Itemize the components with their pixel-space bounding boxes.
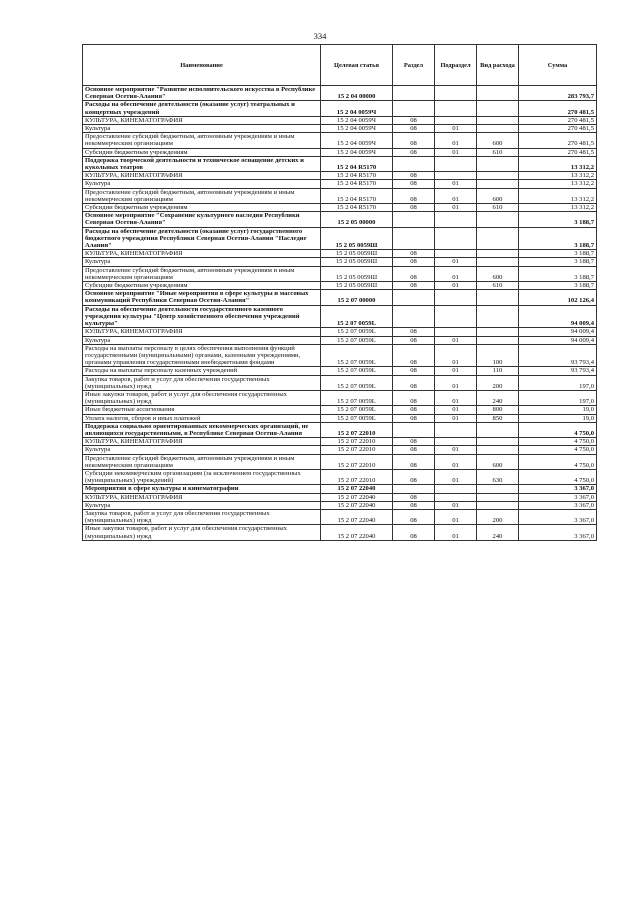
table-row xyxy=(83,375,597,390)
cell-section: 08 xyxy=(393,266,435,281)
table-row xyxy=(83,156,597,171)
cell-section: 08 xyxy=(393,454,435,469)
cell-name: Основное мероприятие "Иные мероприятия в сфере культуры и массовых коммуникаций Республики Северная Осетия-Алания" xyxy=(83,290,321,305)
cell-target-article: 15 2 07 00000 xyxy=(321,290,393,305)
cell-subsection xyxy=(435,156,477,171)
cell-name: Расходы на выплаты персоналу в целях обеспечения выполнения функций государственными (муниципальными) органами, казенными учреждениями, органами управления государственными внебюджетными фондами xyxy=(83,344,321,367)
cell-expense-kind: 240 xyxy=(477,390,519,405)
cell-name: Расходы на обеспечение деятельности государственного казенного учреждения культуры "Центр хозяйственного обеспечения учреждений культуры" xyxy=(83,305,321,328)
table-row xyxy=(83,148,597,156)
cell-section: 08 xyxy=(393,446,435,454)
cell-name: Культура xyxy=(83,336,321,344)
cell-expense-kind xyxy=(477,250,519,258)
cell-expense-kind xyxy=(477,438,519,446)
cell-name: КУЛЬТУРА, КИНЕМАТОГРАФИЯ xyxy=(83,328,321,336)
cell-sum: 270 481,5 xyxy=(519,133,597,148)
table-row xyxy=(83,406,597,414)
cell-expense-kind xyxy=(477,125,519,133)
cell-section: 08 xyxy=(393,367,435,375)
cell-sum: 270 481,5 xyxy=(519,116,597,124)
cell-target-article: 15 2 07 0059L xyxy=(321,406,393,414)
cell-expense-kind: 850 xyxy=(477,414,519,422)
cell-section: 08 xyxy=(393,148,435,156)
cell-subsection: 01 xyxy=(435,509,477,524)
cell-name: КУЛЬТУРА, КИНЕМАТОГРАФИЯ xyxy=(83,172,321,180)
cell-target-article: 15 2 05 0059Ш xyxy=(321,227,393,250)
cell-sum: 4 750,0 xyxy=(519,469,597,484)
cell-subsection: 01 xyxy=(435,414,477,422)
table-row xyxy=(83,116,597,124)
cell-target-article: 15 2 07 0059L xyxy=(321,414,393,422)
cell-name: КУЛЬТУРА, КИНЕМАТОГРАФИЯ xyxy=(83,438,321,446)
cell-sum: 3 367,0 xyxy=(519,501,597,509)
cell-subsection xyxy=(435,86,477,101)
cell-target-article: 15 2 07 22010 xyxy=(321,422,393,437)
cell-target-article: 15 2 04 0059Ч xyxy=(321,101,393,116)
cell-section: 08 xyxy=(393,116,435,124)
table-row xyxy=(83,328,597,336)
cell-sum: 3 188,7 xyxy=(519,282,597,290)
cell-section: 08 xyxy=(393,180,435,188)
cell-section: 08 xyxy=(393,525,435,540)
cell-sum: 3 367,0 xyxy=(519,485,597,493)
cell-sum: 102 126,4 xyxy=(519,290,597,305)
cell-expense-kind xyxy=(477,172,519,180)
cell-subsection: 01 xyxy=(435,148,477,156)
cell-name: Предоставление субсидий бюджетным, автономным учреждениям и иным некоммерческим организациям xyxy=(83,133,321,148)
cell-subsection xyxy=(435,305,477,328)
table-row xyxy=(83,367,597,375)
cell-sum: 4 750,0 xyxy=(519,438,597,446)
cell-target-article: 15 2 07 0059L xyxy=(321,375,393,390)
cell-sum: 3 367,0 xyxy=(519,509,597,524)
cell-target-article: 15 2 07 22010 xyxy=(321,438,393,446)
cell-section: 08 xyxy=(393,282,435,290)
cell-expense-kind: 610 xyxy=(477,282,519,290)
cell-expense-kind xyxy=(477,101,519,116)
cell-target-article: 15 2 04 0059Ч xyxy=(321,148,393,156)
cell-target-article: 15 2 07 22040 xyxy=(321,493,393,501)
cell-sum: 13 312,2 xyxy=(519,180,597,188)
cell-section: 08 xyxy=(393,390,435,405)
page-number: 334 xyxy=(313,31,327,41)
cell-subsection: 01 xyxy=(435,390,477,405)
table-header-row xyxy=(83,45,597,86)
cell-target-article: 15 2 05 0059Ш xyxy=(321,258,393,266)
cell-expense-kind: 800 xyxy=(477,406,519,414)
cell-name: Расходы на обеспечение деятельности (оказание услуг) театральных и концертных учреждений xyxy=(83,101,321,116)
cell-expense-kind: 600 xyxy=(477,133,519,148)
cell-section: 08 xyxy=(393,188,435,203)
cell-section xyxy=(393,485,435,493)
cell-subsection: 01 xyxy=(435,375,477,390)
cell-expense-kind xyxy=(477,212,519,227)
cell-sum: 197,0 xyxy=(519,375,597,390)
table-row xyxy=(83,227,597,250)
cell-sum: 3 188,7 xyxy=(519,266,597,281)
cell-target-article: 15 2 07 0059L xyxy=(321,390,393,405)
cell-section: 08 xyxy=(393,125,435,133)
cell-target-article: 15 2 07 22040 xyxy=(321,485,393,493)
cell-subsection: 01 xyxy=(435,266,477,281)
cell-expense-kind xyxy=(477,446,519,454)
cell-name: Субсидии бюджетным учреждениям xyxy=(83,282,321,290)
cell-subsection: 01 xyxy=(435,188,477,203)
cell-section xyxy=(393,305,435,328)
cell-subsection xyxy=(435,485,477,493)
cell-expense-kind xyxy=(477,501,519,509)
cell-subsection: 01 xyxy=(435,406,477,414)
cell-name: Предоставление субсидий бюджетным, автономным учреждениям и иным некоммерческим организациям xyxy=(83,266,321,281)
cell-name: Субсидии бюджетным учреждениям xyxy=(83,148,321,156)
cell-subsection xyxy=(435,438,477,446)
cell-subsection xyxy=(435,116,477,124)
cell-sum: 270 481,5 xyxy=(519,101,597,116)
cell-sum: 270 481,5 xyxy=(519,148,597,156)
cell-target-article: 15 2 04 R5170 xyxy=(321,180,393,188)
cell-target-article: 15 2 04 00000 xyxy=(321,86,393,101)
cell-expense-kind xyxy=(477,258,519,266)
cell-sum: 3 188,7 xyxy=(519,250,597,258)
cell-expense-kind xyxy=(477,305,519,328)
cell-subsection: 01 xyxy=(435,180,477,188)
cell-sum: 13 312,2 xyxy=(519,188,597,203)
cell-expense-kind xyxy=(477,227,519,250)
cell-name: КУЛЬТУРА, КИНЕМАТОГРАФИЯ xyxy=(83,250,321,258)
cell-subsection xyxy=(435,250,477,258)
cell-section: 08 xyxy=(393,406,435,414)
cell-subsection: 01 xyxy=(435,454,477,469)
table-row xyxy=(83,438,597,446)
table-row xyxy=(83,336,597,344)
table-row xyxy=(83,446,597,454)
cell-subsection xyxy=(435,227,477,250)
cell-sum: 93 793,4 xyxy=(519,367,597,375)
cell-expense-kind: 200 xyxy=(477,375,519,390)
table-body xyxy=(83,86,597,541)
cell-section: 08 xyxy=(393,469,435,484)
table-row xyxy=(83,212,597,227)
cell-expense-kind xyxy=(477,116,519,124)
cell-section: 08 xyxy=(393,344,435,367)
table-row xyxy=(83,125,597,133)
budget-table xyxy=(82,44,597,541)
cell-target-article: 15 2 07 0059L xyxy=(321,336,393,344)
cell-section: 08 xyxy=(393,509,435,524)
cell-subsection: 01 xyxy=(435,336,477,344)
cell-name: КУЛЬТУРА, КИНЕМАТОГРАФИЯ xyxy=(83,116,321,124)
cell-subsection: 01 xyxy=(435,469,477,484)
cell-name: Культура xyxy=(83,125,321,133)
cell-target-article: 15 2 04 0059Ч xyxy=(321,125,393,133)
cell-expense-kind xyxy=(477,485,519,493)
cell-subsection: 01 xyxy=(435,204,477,212)
cell-expense-kind: 610 xyxy=(477,148,519,156)
cell-subsection: 01 xyxy=(435,258,477,266)
table-row xyxy=(83,188,597,203)
cell-sum: 19,0 xyxy=(519,406,597,414)
cell-name: Культура xyxy=(83,258,321,266)
cell-section: 08 xyxy=(393,133,435,148)
cell-sum: 4 750,0 xyxy=(519,454,597,469)
cell-name: Иные закупки товаров, работ и услуг для обеспечения государственных (муниципальных) нужд xyxy=(83,525,321,540)
cell-section xyxy=(393,156,435,171)
cell-target-article: 15 2 07 22040 xyxy=(321,525,393,540)
cell-expense-kind: 630 xyxy=(477,469,519,484)
cell-expense-kind xyxy=(477,180,519,188)
cell-sum: 3 188,7 xyxy=(519,212,597,227)
cell-expense-kind: 600 xyxy=(477,454,519,469)
cell-target-article: 15 2 04 R5170 xyxy=(321,204,393,212)
cell-sum: 13 312,2 xyxy=(519,172,597,180)
cell-expense-kind: 200 xyxy=(477,509,519,524)
table-row xyxy=(83,454,597,469)
cell-section: 08 xyxy=(393,336,435,344)
cell-expense-kind: 100 xyxy=(477,344,519,367)
cell-expense-kind xyxy=(477,493,519,501)
table-row xyxy=(83,290,597,305)
cell-sum: 3 367,0 xyxy=(519,493,597,501)
table-row xyxy=(83,344,597,367)
cell-sum: 13 312,2 xyxy=(519,156,597,171)
cell-subsection xyxy=(435,101,477,116)
table-row xyxy=(83,204,597,212)
cell-subsection: 01 xyxy=(435,133,477,148)
table-row xyxy=(83,414,597,422)
header-sum: Сумма xyxy=(519,45,597,86)
cell-section: 08 xyxy=(393,250,435,258)
cell-sum: 94 009,4 xyxy=(519,328,597,336)
cell-name: Мероприятия в сфере культуры и кинематографии xyxy=(83,485,321,493)
cell-expense-kind xyxy=(477,328,519,336)
cell-name: Культура xyxy=(83,180,321,188)
cell-section xyxy=(393,227,435,250)
cell-name: КУЛЬТУРА, КИНЕМАТОГРАФИЯ xyxy=(83,493,321,501)
cell-sum: 19,0 xyxy=(519,414,597,422)
cell-expense-kind xyxy=(477,422,519,437)
cell-name: Расходы на выплаты персоналу казенных учреждений xyxy=(83,367,321,375)
table-row xyxy=(83,266,597,281)
table-row xyxy=(83,509,597,524)
cell-target-article: 15 2 07 0059L xyxy=(321,344,393,367)
cell-target-article: 15 2 07 22040 xyxy=(321,509,393,524)
cell-sum: 13 312,2 xyxy=(519,204,597,212)
cell-expense-kind: 600 xyxy=(477,188,519,203)
cell-target-article: 15 2 07 22010 xyxy=(321,454,393,469)
cell-target-article: 15 2 05 0059Ш xyxy=(321,282,393,290)
cell-section xyxy=(393,212,435,227)
cell-name: Уплата налогов, сборов и иных платежей xyxy=(83,414,321,422)
cell-name: Основное мероприятие "Сохранение культурного наследия Республики Северная Осетия-Алания" xyxy=(83,212,321,227)
cell-subsection: 01 xyxy=(435,367,477,375)
cell-target-article: 15 2 04 R5170 xyxy=(321,156,393,171)
table-row xyxy=(83,525,597,540)
cell-section: 08 xyxy=(393,501,435,509)
cell-name: Иные закупки товаров, работ и услуг для обеспечения государственных (муниципальных) нужд xyxy=(83,390,321,405)
cell-section: 08 xyxy=(393,493,435,501)
cell-expense-kind xyxy=(477,290,519,305)
table-row xyxy=(83,180,597,188)
cell-name: Культура xyxy=(83,446,321,454)
cell-section xyxy=(393,101,435,116)
cell-sum: 3 367,0 xyxy=(519,525,597,540)
table-row xyxy=(83,501,597,509)
cell-subsection: 01 xyxy=(435,125,477,133)
cell-sum: 93 793,4 xyxy=(519,344,597,367)
cell-section xyxy=(393,290,435,305)
cell-sum: 270 481,5 xyxy=(519,125,597,133)
cell-subsection: 01 xyxy=(435,344,477,367)
cell-expense-kind: 110 xyxy=(477,367,519,375)
table-row xyxy=(83,133,597,148)
cell-name: Поддержка творческой деятельности и техническое оснащение детских и кукольных театров xyxy=(83,156,321,171)
cell-target-article: 15 2 04 0059Ч xyxy=(321,133,393,148)
cell-section: 08 xyxy=(393,258,435,266)
cell-section xyxy=(393,86,435,101)
cell-sum: 94 009,4 xyxy=(519,336,597,344)
table-row xyxy=(83,485,597,493)
cell-sum: 4 750,0 xyxy=(519,446,597,454)
cell-target-article: 15 2 07 0059L xyxy=(321,367,393,375)
cell-subsection xyxy=(435,328,477,336)
cell-sum: 3 188,7 xyxy=(519,227,597,250)
table-row xyxy=(83,390,597,405)
cell-target-article: 15 2 07 22040 xyxy=(321,501,393,509)
cell-target-article: 15 2 07 22010 xyxy=(321,469,393,484)
cell-section: 08 xyxy=(393,328,435,336)
cell-target-article: 15 2 05 0059Ш xyxy=(321,250,393,258)
cell-name: Культура xyxy=(83,501,321,509)
cell-name: Закупка товаров, работ и услуг для обеспечения государственных (муниципальных) нужд xyxy=(83,375,321,390)
cell-expense-kind: 610 xyxy=(477,204,519,212)
header-subsection: Подраздел xyxy=(435,45,477,86)
cell-subsection: 01 xyxy=(435,282,477,290)
cell-target-article: 15 2 07 0059L xyxy=(321,328,393,336)
cell-target-article: 15 2 07 0059L xyxy=(321,305,393,328)
cell-name: Субсидии некоммерческим организациям (за исключением государственных (муниципальных) учреждений) xyxy=(83,469,321,484)
table-row xyxy=(83,258,597,266)
cell-sum: 3 188,7 xyxy=(519,258,597,266)
cell-name: Поддержка социально ориентированных некоммерческих организаций, не являющихся государственными, в Республике Северная Осетия-Алания xyxy=(83,422,321,437)
table-row xyxy=(83,172,597,180)
cell-section: 08 xyxy=(393,414,435,422)
cell-subsection xyxy=(435,212,477,227)
header-section: Раздел xyxy=(393,45,435,86)
cell-sum: 94 009,4 xyxy=(519,305,597,328)
cell-section xyxy=(393,422,435,437)
table-row xyxy=(83,469,597,484)
cell-subsection: 01 xyxy=(435,446,477,454)
table-row xyxy=(83,305,597,328)
cell-expense-kind xyxy=(477,336,519,344)
header-name: Наименование xyxy=(83,45,321,86)
cell-name: Расходы на обеспечение деятельности (оказание услуг) государственного бюджетного учреждения Республики Северная Осетия-Алания "Наследие Алании" xyxy=(83,227,321,250)
cell-name: Иные бюджетные ассигнования xyxy=(83,406,321,414)
cell-target-article: 15 2 05 00000 xyxy=(321,212,393,227)
cell-expense-kind: 240 xyxy=(477,525,519,540)
cell-section: 08 xyxy=(393,375,435,390)
table-row xyxy=(83,250,597,258)
cell-subsection xyxy=(435,290,477,305)
cell-expense-kind xyxy=(477,156,519,171)
cell-expense-kind xyxy=(477,86,519,101)
header-expense-kind: Вид расхода xyxy=(477,45,519,86)
cell-subsection xyxy=(435,422,477,437)
header-target-article: Целевая статья xyxy=(321,45,393,86)
cell-name: Основное мероприятие "Развитие исполнительского искусства в Республике Северная Осетия-Алания" xyxy=(83,86,321,101)
cell-subsection xyxy=(435,493,477,501)
cell-sum: 283 793,7 xyxy=(519,86,597,101)
cell-name: Закупка товаров, работ и услуг для обеспечения государственных (муниципальных) нужд xyxy=(83,509,321,524)
cell-section: 08 xyxy=(393,172,435,180)
cell-name: Предоставление субсидий бюджетным, автономным учреждениям и иным некоммерческим организациям xyxy=(83,454,321,469)
cell-sum: 4 750,0 xyxy=(519,422,597,437)
table-row xyxy=(83,493,597,501)
cell-name: Субсидии бюджетным учреждениям xyxy=(83,204,321,212)
cell-subsection: 01 xyxy=(435,501,477,509)
cell-subsection: 01 xyxy=(435,525,477,540)
cell-expense-kind: 600 xyxy=(477,266,519,281)
cell-target-article: 15 2 05 0059Ш xyxy=(321,266,393,281)
cell-target-article: 15 2 04 R5170 xyxy=(321,172,393,180)
table-row xyxy=(83,101,597,116)
cell-name: Предоставление субсидий бюджетным, автономным учреждениям и иным некоммерческим организациям xyxy=(83,188,321,203)
cell-sum: 197,0 xyxy=(519,390,597,405)
cell-target-article: 15 2 04 R5170 xyxy=(321,188,393,203)
table-row xyxy=(83,86,597,101)
table-row xyxy=(83,282,597,290)
cell-target-article: 15 2 04 0059Ч xyxy=(321,116,393,124)
cell-section: 08 xyxy=(393,204,435,212)
table-row xyxy=(83,422,597,437)
cell-subsection xyxy=(435,172,477,180)
cell-section: 08 xyxy=(393,438,435,446)
cell-target-article: 15 2 07 22010 xyxy=(321,446,393,454)
